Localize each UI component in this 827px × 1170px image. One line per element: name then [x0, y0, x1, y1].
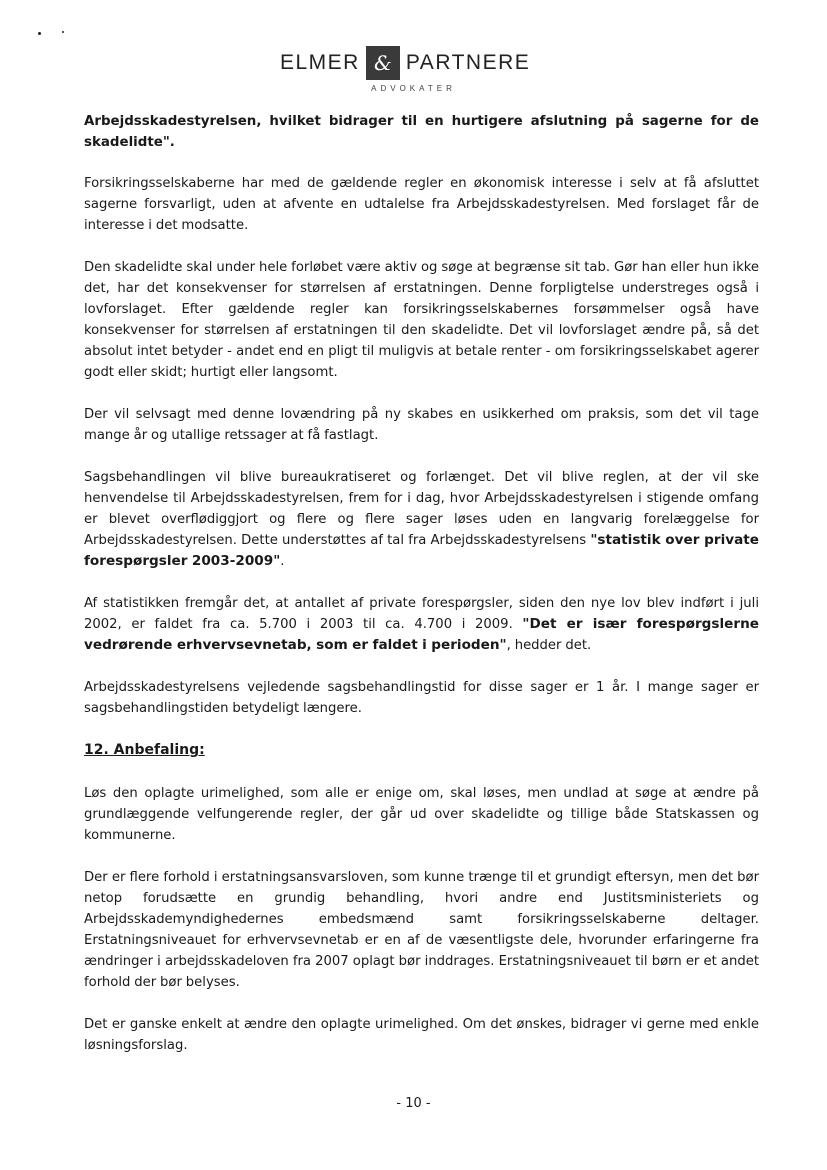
text-run: Løs den oplagte urimelighed, som alle er enige om, skal løses, men undlad at søge at ændre på grundlæggende velfungerende regler, der går ud over skadelidte og tillige både Statskassen og kommunerne. [84, 786, 759, 843]
paragraph-p3 [84, 257, 759, 383]
text-run: Der vil selvsagt med denne lovændring på ny skabes en usikkerhed om praksis, som det vil tage mange år og utallige retssager at få fastlagt. [84, 407, 759, 443]
paragraphs-after-heading [84, 783, 759, 1056]
text-run: Forsikringsselskaberne har med de gældende regler en økonomisk interesse i selv at få afsluttet sagerne forsvarligt, uden at afvente en udtalelse fra Arbejdsskadestyrelsen. Med forslaget får de interesse i det modsatte. [84, 176, 759, 233]
brand-name-right: PARTNERE [405, 51, 531, 74]
paragraph-p9 [84, 867, 759, 993]
paragraph-p6 [84, 593, 759, 656]
text-run: Den skadelidte skal under hele forløbet være aktiv og søge at begrænse sit tab. Gør han eller hun ikke det, har det konsekvenser for størrelsen af erstatningen. Denne forpligtelse understreges også i lovforslaget. Efter gældende regler kan forsikringsselskabernes forsømmelser også have konsekvenser for størrelsen af erstatningen til den skadelidte. Det vil lovforslaget ændre på, så det absolut intet betyder - andet end en pligt til muligvis at betale renter - om forsikringsselskabet agerer godt eller skidt; hurtigt eller langsomt. [84, 260, 759, 380]
paragraphs-before-heading [84, 111, 759, 719]
paragraph-p1 [84, 111, 759, 153]
paragraph-p4 [84, 404, 759, 446]
text-run: . [280, 554, 285, 569]
document-body [84, 111, 759, 1077]
text-run: Af statistikken fremgår det, at antallet af private forespørgsler, siden den nye lov blev indført i juli 2002, er faldet fra ca. 5.700 i 2003 til ca. 4.700 i 2009. [84, 596, 759, 632]
paragraph-p8 [84, 783, 759, 846]
scan-speck [62, 31, 64, 33]
paragraph-p5 [84, 467, 759, 572]
bold-text: "Det er især forespørgslerne vedrørende erhvervsevnetab, som er faldet i perioden" [84, 616, 759, 653]
text-run: Sagsbehandlingen vil blive bureaukratiseret og forlænget. Det vil blive reglen, at der vil ske henvendelse til Arbejdsskadestyrelsen, frem for i dag, hvor Arbejdsskadestyrelsen i stigende omfang er blevet overflødiggjort og flere og flere sager løses uden en langvarig forelæggelse for Arbejdsskadestyrelsen. Dette understøttes af tal fra Arbejdsskadestyrelsens [84, 470, 759, 548]
paragraph-p2 [84, 173, 759, 236]
text-run: Arbejdsskadestyrelsens vejledende sagsbehandlingstid for disse sager er 1 år. I mange sager er sagsbehandlingstiden betydeligt længere. [84, 680, 759, 716]
paragraph-p10 [84, 1014, 759, 1056]
page-number: - 10 - [396, 1096, 431, 1111]
ampersand-mark-icon: & [366, 46, 400, 80]
brand-tagline: ADVOKATER [371, 84, 456, 93]
text-run: Det er ganske enkelt at ændre den oplagte urimelighed. Om det ønskes, bidrager vi gerne med enkle løsningsforslag. [84, 1017, 759, 1053]
brand-logo [280, 46, 530, 80]
brand-name-left: ELMER [280, 51, 360, 74]
bold-text: Arbejdsskadestyrelsen, hvilket bidrager til en hurtigere afslutning på sagerne for de skadelidte". [84, 114, 759, 150]
paragraph-p7 [84, 677, 759, 719]
text-run: , hedder det. [506, 638, 592, 653]
scan-speck [38, 32, 41, 35]
bold-text: "statistik over private forespørgsler 2003-2009" [84, 532, 759, 569]
text-run: Der er flere forhold i erstatningsansvarsloven, som kunne trænge til et grundigt eftersyn, men det bør netop forudsætte en grundig behandling, hvori andre end Justitsministeriets og Arbejdsskademyndighedernes embedsmænd samt forsikringsselskaberne deltager. Erstatningsniveauet for erhvervsevnetab er en af de væsentligste dele, hvorunder erfaringerne fra ændringer i arbejdsskadeloven fra 2007 oplagt bør inddrages. Erstatningsniveauet til børn er et andet forhold der bør belyses. [84, 870, 759, 990]
letterhead [0, 40, 827, 100]
section-heading: 12. Anbefaling: [84, 742, 205, 758]
